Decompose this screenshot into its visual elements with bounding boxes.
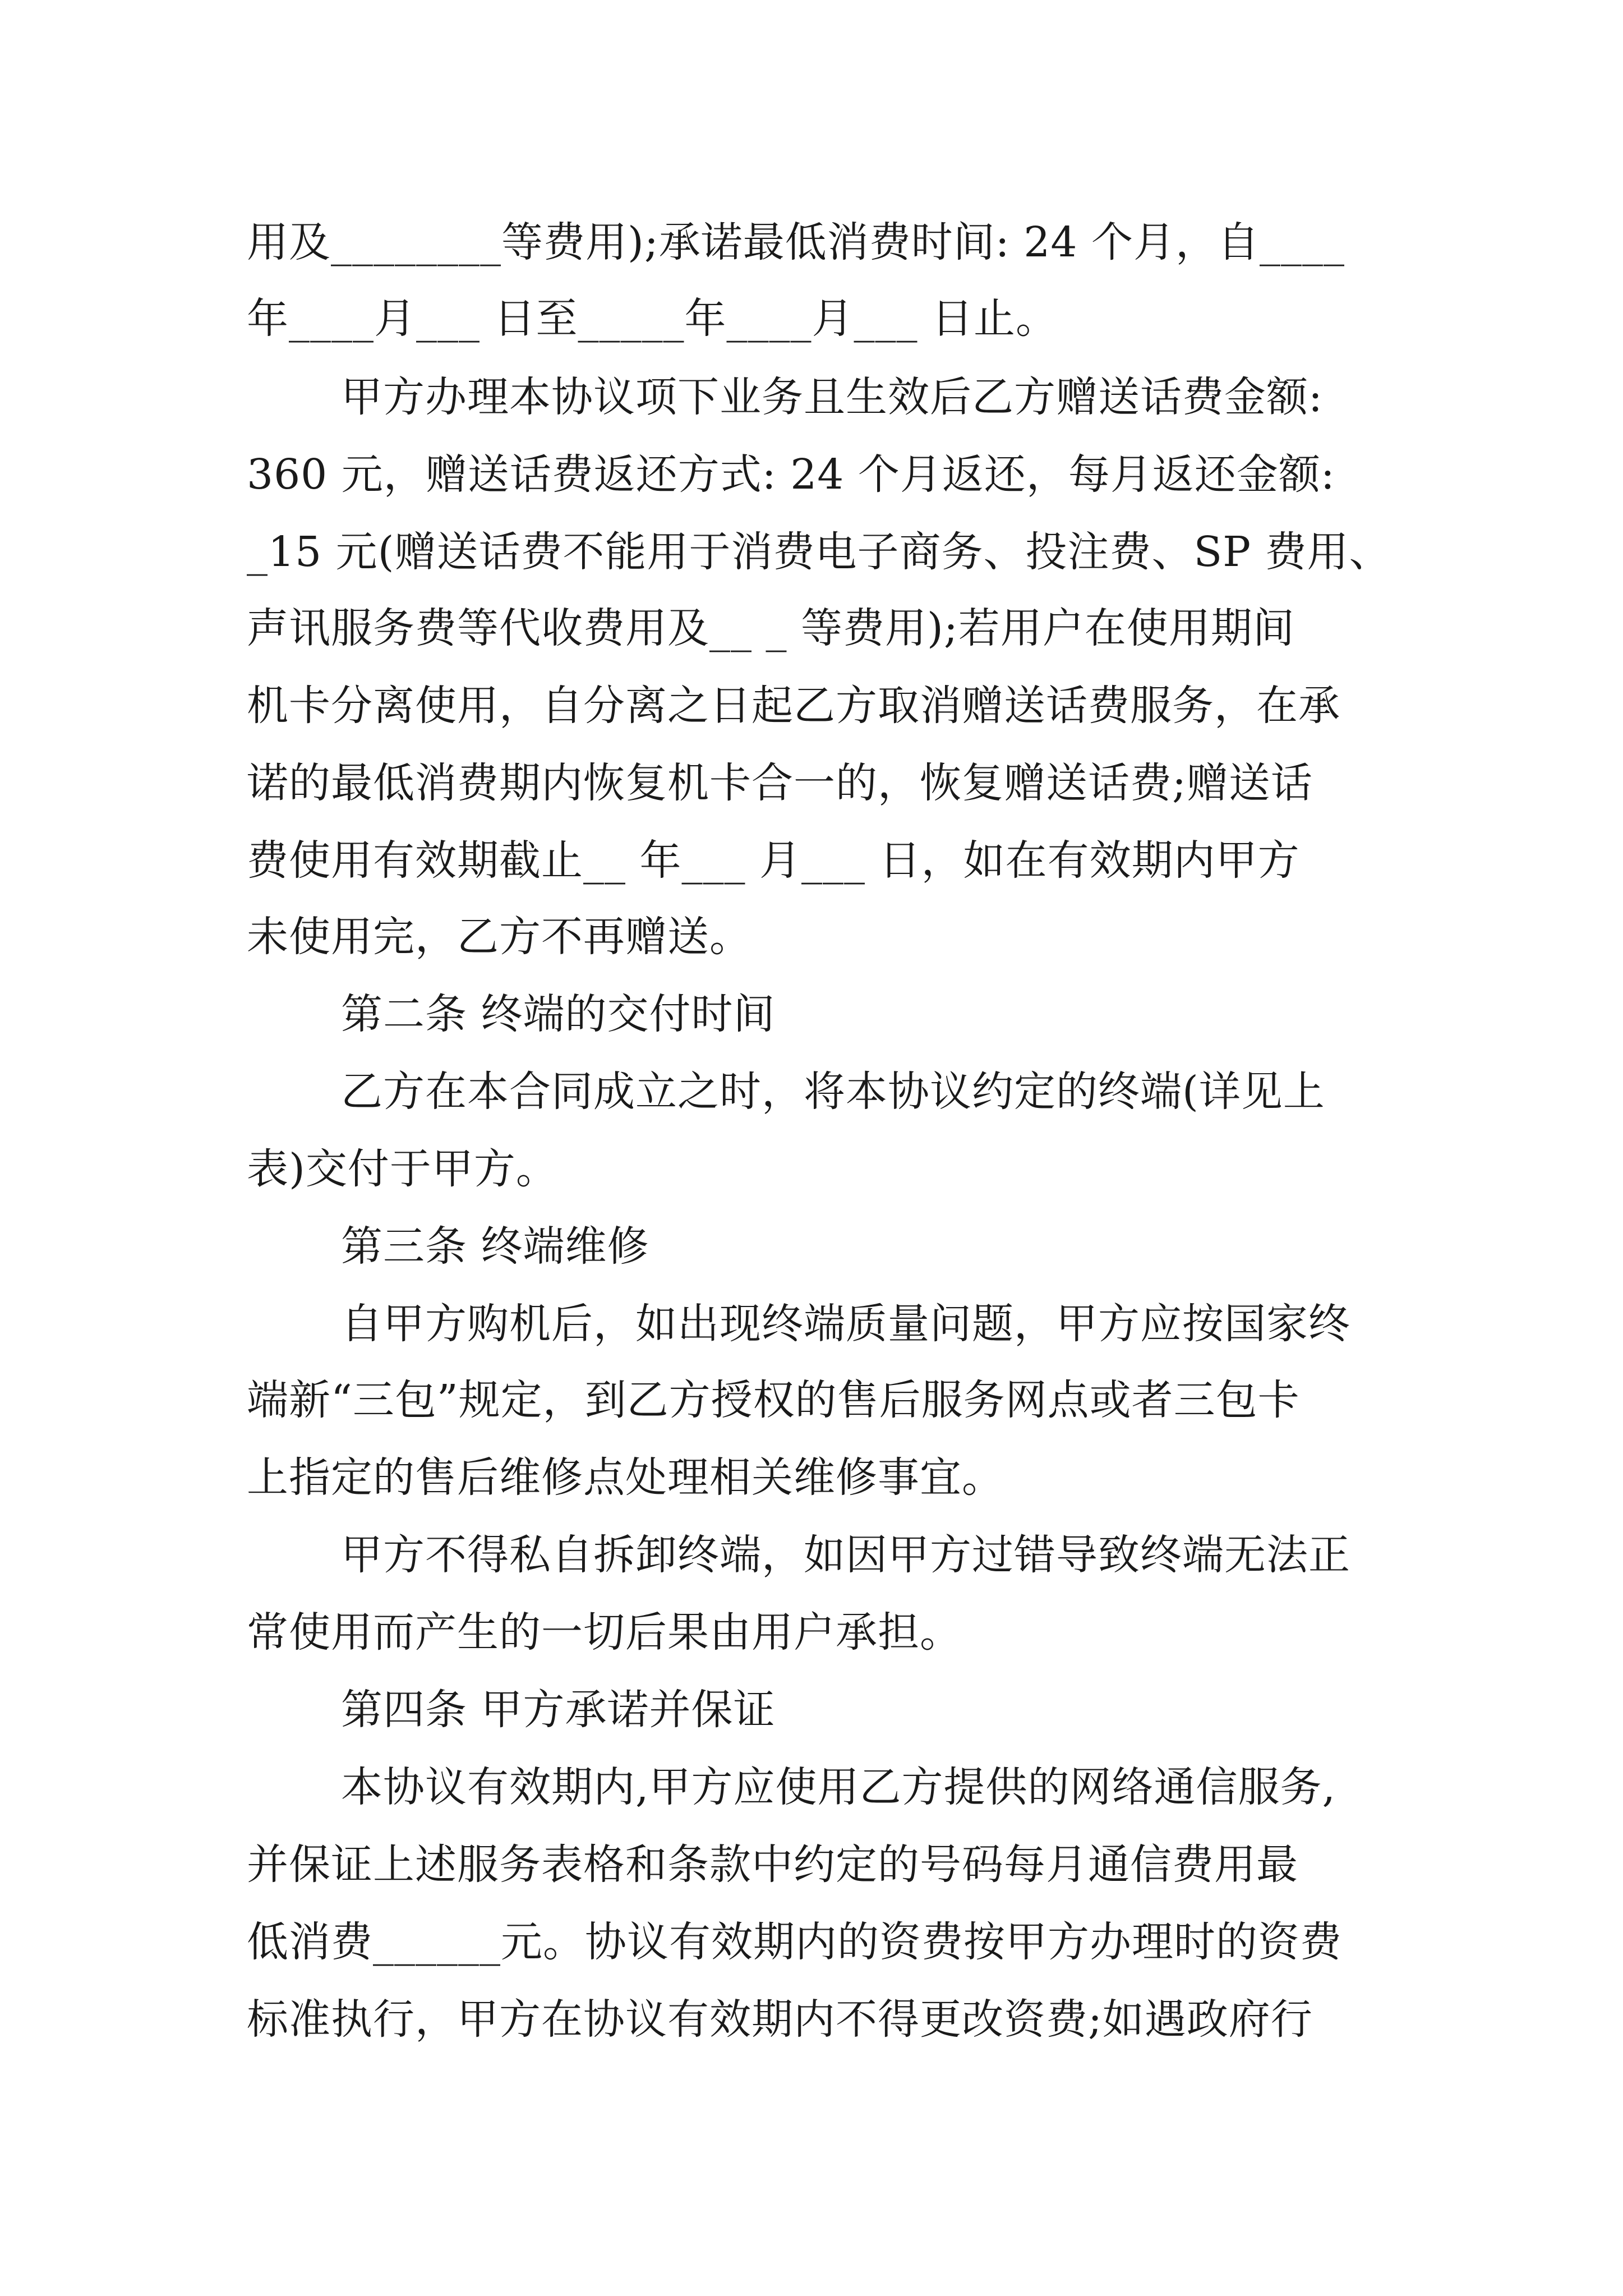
text-line-13: 表)交付于甲方。: [247, 1145, 558, 1193]
text-line-23: 低消费______元。协议有效期内的资费按甲方办理时的资费: [247, 1918, 1342, 1966]
text-line-8: 诺的最低消费期内恢复机卡合一的，恢复赠送话费;赠送话: [247, 759, 1313, 807]
text-line-19: 常使用而产生的一切后果由用户承担。: [247, 1608, 962, 1657]
text-line-17: 上指定的售后维修点处理相关维修事宜。: [247, 1453, 1004, 1502]
text-line-1: 用及________等费用);承诺最低消费时间: 24 个月，自____: [247, 218, 1345, 266]
text-line-18: 甲方不得私自拆卸终端，如因甲方过错导致终端无法正: [341, 1531, 1350, 1579]
text-line-7: 机卡分离使用，自分离之日起乙方取消赠送话费服务，在承: [247, 682, 1340, 730]
section-heading-3: 第三条 终端维修: [341, 1222, 649, 1271]
text-line-9: 费使用有效期截止__ 年___ 月___ 日，如在有效期内甲方: [247, 836, 1300, 885]
text-line-5: _15 元(赠送话费不能用于消费电子商务、投注费、SP 费用、: [247, 528, 1391, 576]
text-line-16: 端新“三包”规定，到乙方授权的售后服务网点或者三包卡: [247, 1376, 1300, 1424]
text-line-4: 360 元，赠送话费返还方式: 24 个月返还，每月返还金额:: [247, 450, 1335, 499]
text-line-21: 本协议有效期内,甲方应使用乙方提供的网络通信服务,: [341, 1763, 1336, 1811]
section-heading-4: 第四条 甲方承诺并保证: [341, 1686, 776, 1734]
text-line-10: 未使用完，乙方不再赠送。: [247, 913, 751, 961]
text-line-24: 标准执行，甲方在协议有效期内不得更改资费;如遇政府行: [247, 1995, 1313, 2044]
text-line-6: 声讯服务费等代收费用及__ _ 等费用);若用户在使用期间: [247, 604, 1295, 652]
section-heading-2: 第二条 终端的交付时间: [341, 990, 776, 1038]
text-line-3: 甲方办理本协议项下业务且生效后乙方赠送话费金额:: [341, 373, 1323, 421]
text-line-12: 乙方在本合同成立之时，将本协议约定的终端(详见上: [341, 1068, 1325, 1116]
text-line-15: 自甲方购机后，如出现终端质量问题，甲方应按国家终: [341, 1300, 1350, 1348]
text-line-22: 并保证上述服务表格和条款中约定的号码每月通信费用最: [247, 1841, 1298, 1889]
text-line-2: 年____月___ 日至_____年____月___ 日止。: [247, 295, 1058, 343]
